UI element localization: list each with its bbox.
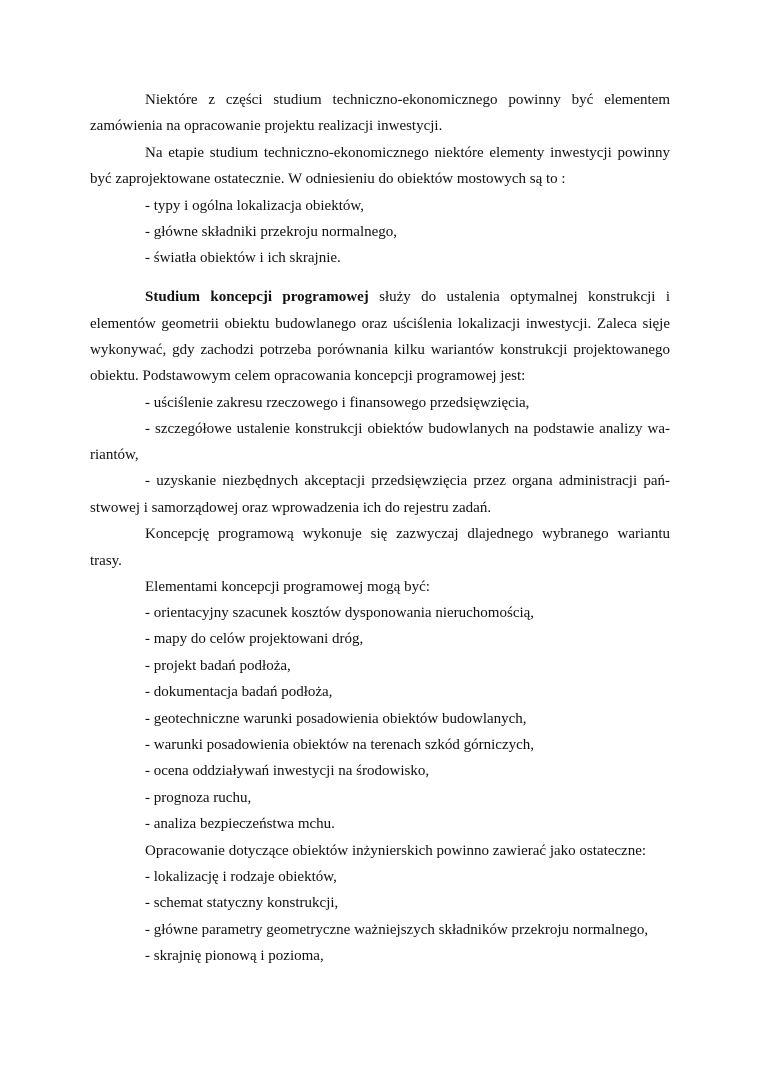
list-item: - skrajnię pionową i pozioma, [145, 948, 324, 964]
list-item: - uzyskanie niezbędnych akceptacji przedsięwzięcia przez organa administracji pań- [145, 473, 670, 489]
text-line: być zaprojektowane ostatecznie. W odniesieniu do obiektów mostowych są to : [90, 171, 566, 187]
list-item: - lokalizację i rodzaje obiektów, [145, 869, 337, 885]
list-item: - projekt badań podłoża, [145, 658, 291, 674]
text-line: zamówienia na opracowanie projektu realizacji inwestycji. [90, 118, 443, 134]
list-item: - warunki posadowienia obiektów na terenach szkód górniczych, [145, 737, 535, 753]
text-line: Na etapie studium techniczno-ekonomicznego niektóre elementy inwestycji powinny [145, 145, 670, 161]
text-span: służy do ustalenia optymalnej konstrukcji i [368, 289, 670, 305]
text-line: Niektóre z części studium techniczno-ekonomicznego powinny być elementem [145, 92, 670, 108]
text-line: Koncepcję programową wykonuje się zazwyczaj dlajednego wybranego wariantu [145, 526, 670, 542]
list-item: - światła obiektów i ich skrajnie. [145, 250, 341, 266]
list-item: - dokumentacja badań podłoża, [145, 684, 333, 700]
text-line [145, 288, 670, 306]
list-item: - prognoza ruchu, [145, 790, 252, 806]
list-item: - ocena oddziaływań inwestycji na środowisko, [145, 763, 430, 779]
list-item: - typy i ogólna lokalizacja obiektów, [145, 198, 364, 214]
list-item: - mapy do celów projektowani dróg, [145, 631, 364, 647]
list-item: - główne parametry geometryczne ważniejszych składników przekroju normalnego, [145, 922, 649, 938]
text-line: wykonywać, gdy zachodzi potrzeba porównania kilku wariantów konstrukcji projektowanego [90, 342, 670, 358]
list-item: - schemat statyczny konstrukcji, [145, 895, 339, 911]
list-item: - uściślenie zakresu rzeczowego i finansowego przedsięwzięcia, [145, 395, 530, 411]
text-line: Opracowanie dotyczące obiektów inżynierskich powinno zawierać jako ostateczne: [145, 843, 647, 859]
text-line: riantów, [90, 447, 139, 463]
text-line: trasy. [90, 553, 122, 569]
text-line: obiektu. Podstawowym celem opracowania koncepcji programowej jest: [90, 368, 526, 384]
list-item: - geotechniczne warunki posadowienia obiektów budowlanych, [145, 711, 527, 727]
list-item: - szczegółowe ustalenie konstrukcji obiektów budowlanych na podstawie analizy wa- [145, 421, 670, 437]
text-line: Elementami koncepcji programowej mogą być: [145, 579, 430, 595]
list-item: - główne składniki przekroju normalnego, [145, 224, 398, 240]
text-line: stwowej i samorządowej oraz wprowadzenia ich do rejestru zadań. [90, 500, 492, 516]
list-item: - orientacyjny szacunek kosztów dysponowania nieruchomością, [145, 605, 535, 621]
list-item: - analiza bezpieczeństwa mchu. [145, 816, 335, 832]
bold-term: Studium koncepcji programowej [145, 289, 369, 305]
text-line: elementów geometrii obiektu budowlanego oraz uściślenia lokalizacji inwestycji. Zaleca sięje [90, 316, 670, 332]
